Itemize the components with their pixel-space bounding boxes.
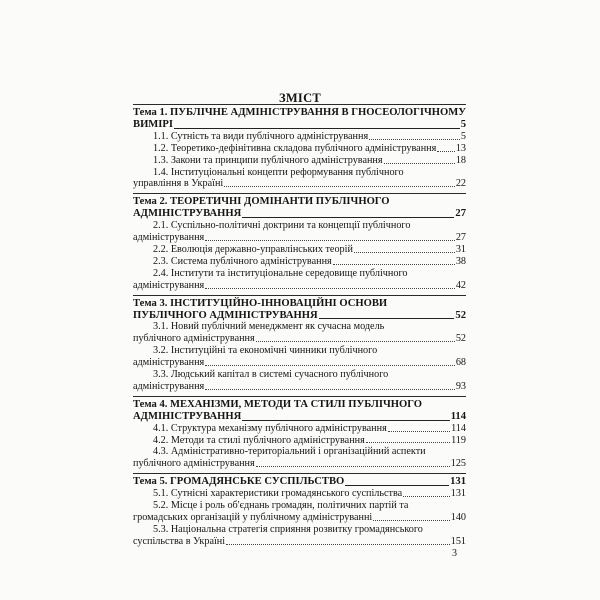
entry-row [133, 536, 466, 548]
toc-entry [133, 143, 466, 155]
entry-page-number: 131 [450, 488, 466, 500]
entry-text: 2.2. Еволюція державно-управлінських теорій [153, 243, 353, 255]
entry-page-number: 125 [450, 458, 466, 470]
entry-row [133, 131, 466, 143]
entry-text-line: 3.1. Новий публічний менеджмент як сучасна модель [153, 321, 385, 333]
entry-row [133, 155, 466, 167]
entry-text: громадських організацій у публічному адмініструванні [133, 512, 373, 523]
section-page-number: 131 [450, 476, 466, 488]
entry-text-line: 4.3. Адміністративно-територіальний і організаційний аспекти [153, 446, 426, 458]
dot-leader [174, 128, 460, 129]
entry-page-number: 18 [455, 154, 466, 166]
entry-row [133, 512, 466, 524]
dot-leader [373, 520, 449, 521]
dot-leader [205, 288, 455, 289]
entry-text: 5.1. Сутнісні характеристики громадянського суспільства [153, 488, 403, 500]
dot-leader [403, 496, 450, 497]
entry-page-number: 31 [455, 243, 466, 255]
section-heading-row [133, 411, 466, 423]
entry-page-number: 93 [455, 380, 466, 392]
dot-leader [224, 186, 455, 187]
dot-leader [256, 466, 450, 467]
entry-row [133, 256, 466, 268]
dot-leader [388, 431, 450, 432]
entry-page-number: 5 [460, 130, 466, 142]
dot-leader [242, 420, 449, 421]
toc-entry [133, 131, 466, 143]
dot-leader [205, 240, 455, 241]
toc-entry [133, 345, 466, 369]
section-heading-row [133, 476, 466, 488]
toc-entry [133, 167, 466, 191]
toc-entry [133, 446, 466, 470]
dot-leader [437, 151, 455, 152]
entry-page-number: 13 [455, 142, 466, 154]
dot-leader [226, 544, 450, 545]
section-page-number: 27 [455, 208, 466, 220]
toc-entry [133, 369, 466, 393]
entry-row [133, 178, 466, 190]
section-page-number: 114 [450, 410, 466, 422]
section-heading: Тема 4. МЕХАНІЗМИ, МЕТОДИ ТА СТИЛІ ПУБЛІЧНОГО [133, 398, 422, 410]
section-heading-text: Тема 5. ГРОМАДЯНСЬКЕ СУСПІЛЬСТВО [133, 476, 345, 488]
entry-text: 1.2. Теоретико-дефінітивна складова публічного адміністрування [153, 142, 437, 154]
entry-row [133, 381, 466, 393]
entry-page-number: 114 [451, 422, 466, 434]
entry-row [133, 423, 466, 435]
entry-text-line: 3.3. Людський капітал в системі сучасного публічного [153, 369, 389, 381]
dot-leader [384, 163, 455, 164]
toc-entry [133, 244, 466, 256]
entry-text-line: 3.2. Інституційні та економічні чинники публічного [153, 345, 378, 357]
entry-row [133, 488, 466, 500]
entry-text-line: 1.4. Інституціональні концепти реформування публічного [153, 166, 404, 178]
entry-text: публічного адміністрування [133, 333, 255, 345]
entry-text: адміністрування [133, 380, 205, 392]
entry-text: 1.1. Сутність та види публічного адміністрування [153, 130, 369, 142]
entry-text: 1.3. Закони та принципи публічного адміністрування [153, 154, 383, 166]
entry-text: суспільства в Україні [133, 535, 226, 547]
table-of-contents [133, 104, 466, 551]
dot-leader [333, 264, 455, 265]
section-heading-text: ПУБЛІЧНОГО АДМІНІСТРУВАННЯ [133, 309, 318, 321]
entry-row [133, 244, 466, 256]
toc-entry [133, 524, 466, 548]
entry-row [133, 333, 466, 345]
entry-page-number: 38 [455, 255, 466, 267]
entry-page-number: 140 [450, 512, 466, 523]
dot-leader [256, 341, 455, 342]
entry-page-number: 42 [455, 279, 466, 291]
toc-section [133, 104, 466, 193]
entry-text: публічного адміністрування [133, 458, 255, 470]
toc-section [133, 473, 466, 550]
toc-entry [133, 500, 466, 524]
section-heading: Тема 2. ТЕОРЕТИЧНІ ДОМІНАНТИ ПУБЛІЧНОГО [133, 196, 390, 208]
toc-entry [133, 220, 466, 244]
section-heading-text: АДМІНІСТРУВАННЯ [133, 208, 242, 220]
entry-text-line: 2.4. Інститути та інституціональне середовище публічного [153, 267, 408, 279]
section-heading: Тема 1. ПУБЛІЧНЕ АДМІНІСТРУВАННЯ В ГНОСЕОЛОГІЧНОМУ [133, 107, 467, 118]
entry-row [133, 357, 466, 369]
toc-entry [133, 435, 466, 447]
section-page-number: 5 [460, 118, 466, 130]
entry-text: адміністрування [133, 232, 205, 244]
entry-page-number: 52 [455, 333, 466, 345]
section-heading-row [133, 310, 466, 322]
dot-leader [354, 252, 455, 253]
entry-text: 4.1. Структура механізму публічного адміністрування [153, 422, 387, 434]
entry-row [133, 280, 466, 292]
entry-page-number: 27 [455, 232, 466, 244]
toc-section [133, 396, 466, 473]
page-number: 3 [452, 548, 457, 559]
section-heading-text: ВИМІРІ [133, 118, 174, 130]
toc-entry [133, 488, 466, 500]
entry-text-line: 5.3. Національна стратегія сприяння розвитку громадянського [153, 523, 423, 535]
entry-text-line: 5.2. Місце і роль об'єднань громадян, політичних партій та [153, 500, 409, 512]
entry-page-number: 68 [455, 357, 466, 369]
toc-section [133, 193, 466, 294]
dot-leader [366, 442, 450, 443]
page-title: ЗМІСТ [278, 91, 322, 105]
section-heading-row [133, 208, 466, 220]
toc-entry [133, 268, 466, 292]
entry-text: управління в Україні [133, 178, 224, 190]
dot-leader [319, 318, 455, 319]
entry-row [133, 232, 466, 244]
dot-leader [205, 365, 455, 366]
entry-text: 4.2. Методи та стилі публічного адміністрування [153, 434, 365, 446]
toc-entry [133, 155, 466, 167]
section-heading-text: АДМІНІСТРУВАННЯ [133, 410, 242, 422]
entry-page-number: 151 [450, 535, 466, 547]
entry-row [133, 435, 466, 447]
entry-text: 2.3. Система публічного адміністрування [153, 255, 332, 267]
entry-text: адміністрування [133, 357, 205, 369]
toc-entry [133, 321, 466, 345]
toc-section [133, 295, 466, 396]
entry-page-number: 119 [451, 434, 466, 446]
dot-leader [242, 217, 454, 218]
entry-text-line: 2.1. Суспільно-політичні доктрини та концепції публічного [153, 220, 411, 232]
entry-row [133, 458, 466, 470]
entry-page-number: 22 [455, 178, 466, 190]
dot-leader [205, 389, 455, 390]
toc-entry [133, 423, 466, 435]
section-heading-row [133, 119, 466, 131]
section-heading: Тема 3. ІНСТИТУЦІЙНО-ІННОВАЦІЙНІ ОСНОВИ [133, 297, 388, 309]
dot-leader [369, 139, 460, 140]
toc-entry [133, 256, 466, 268]
dot-leader [345, 485, 449, 486]
section-page-number: 52 [455, 309, 466, 321]
entry-text: адміністрування [133, 279, 205, 291]
entry-row [133, 143, 466, 155]
